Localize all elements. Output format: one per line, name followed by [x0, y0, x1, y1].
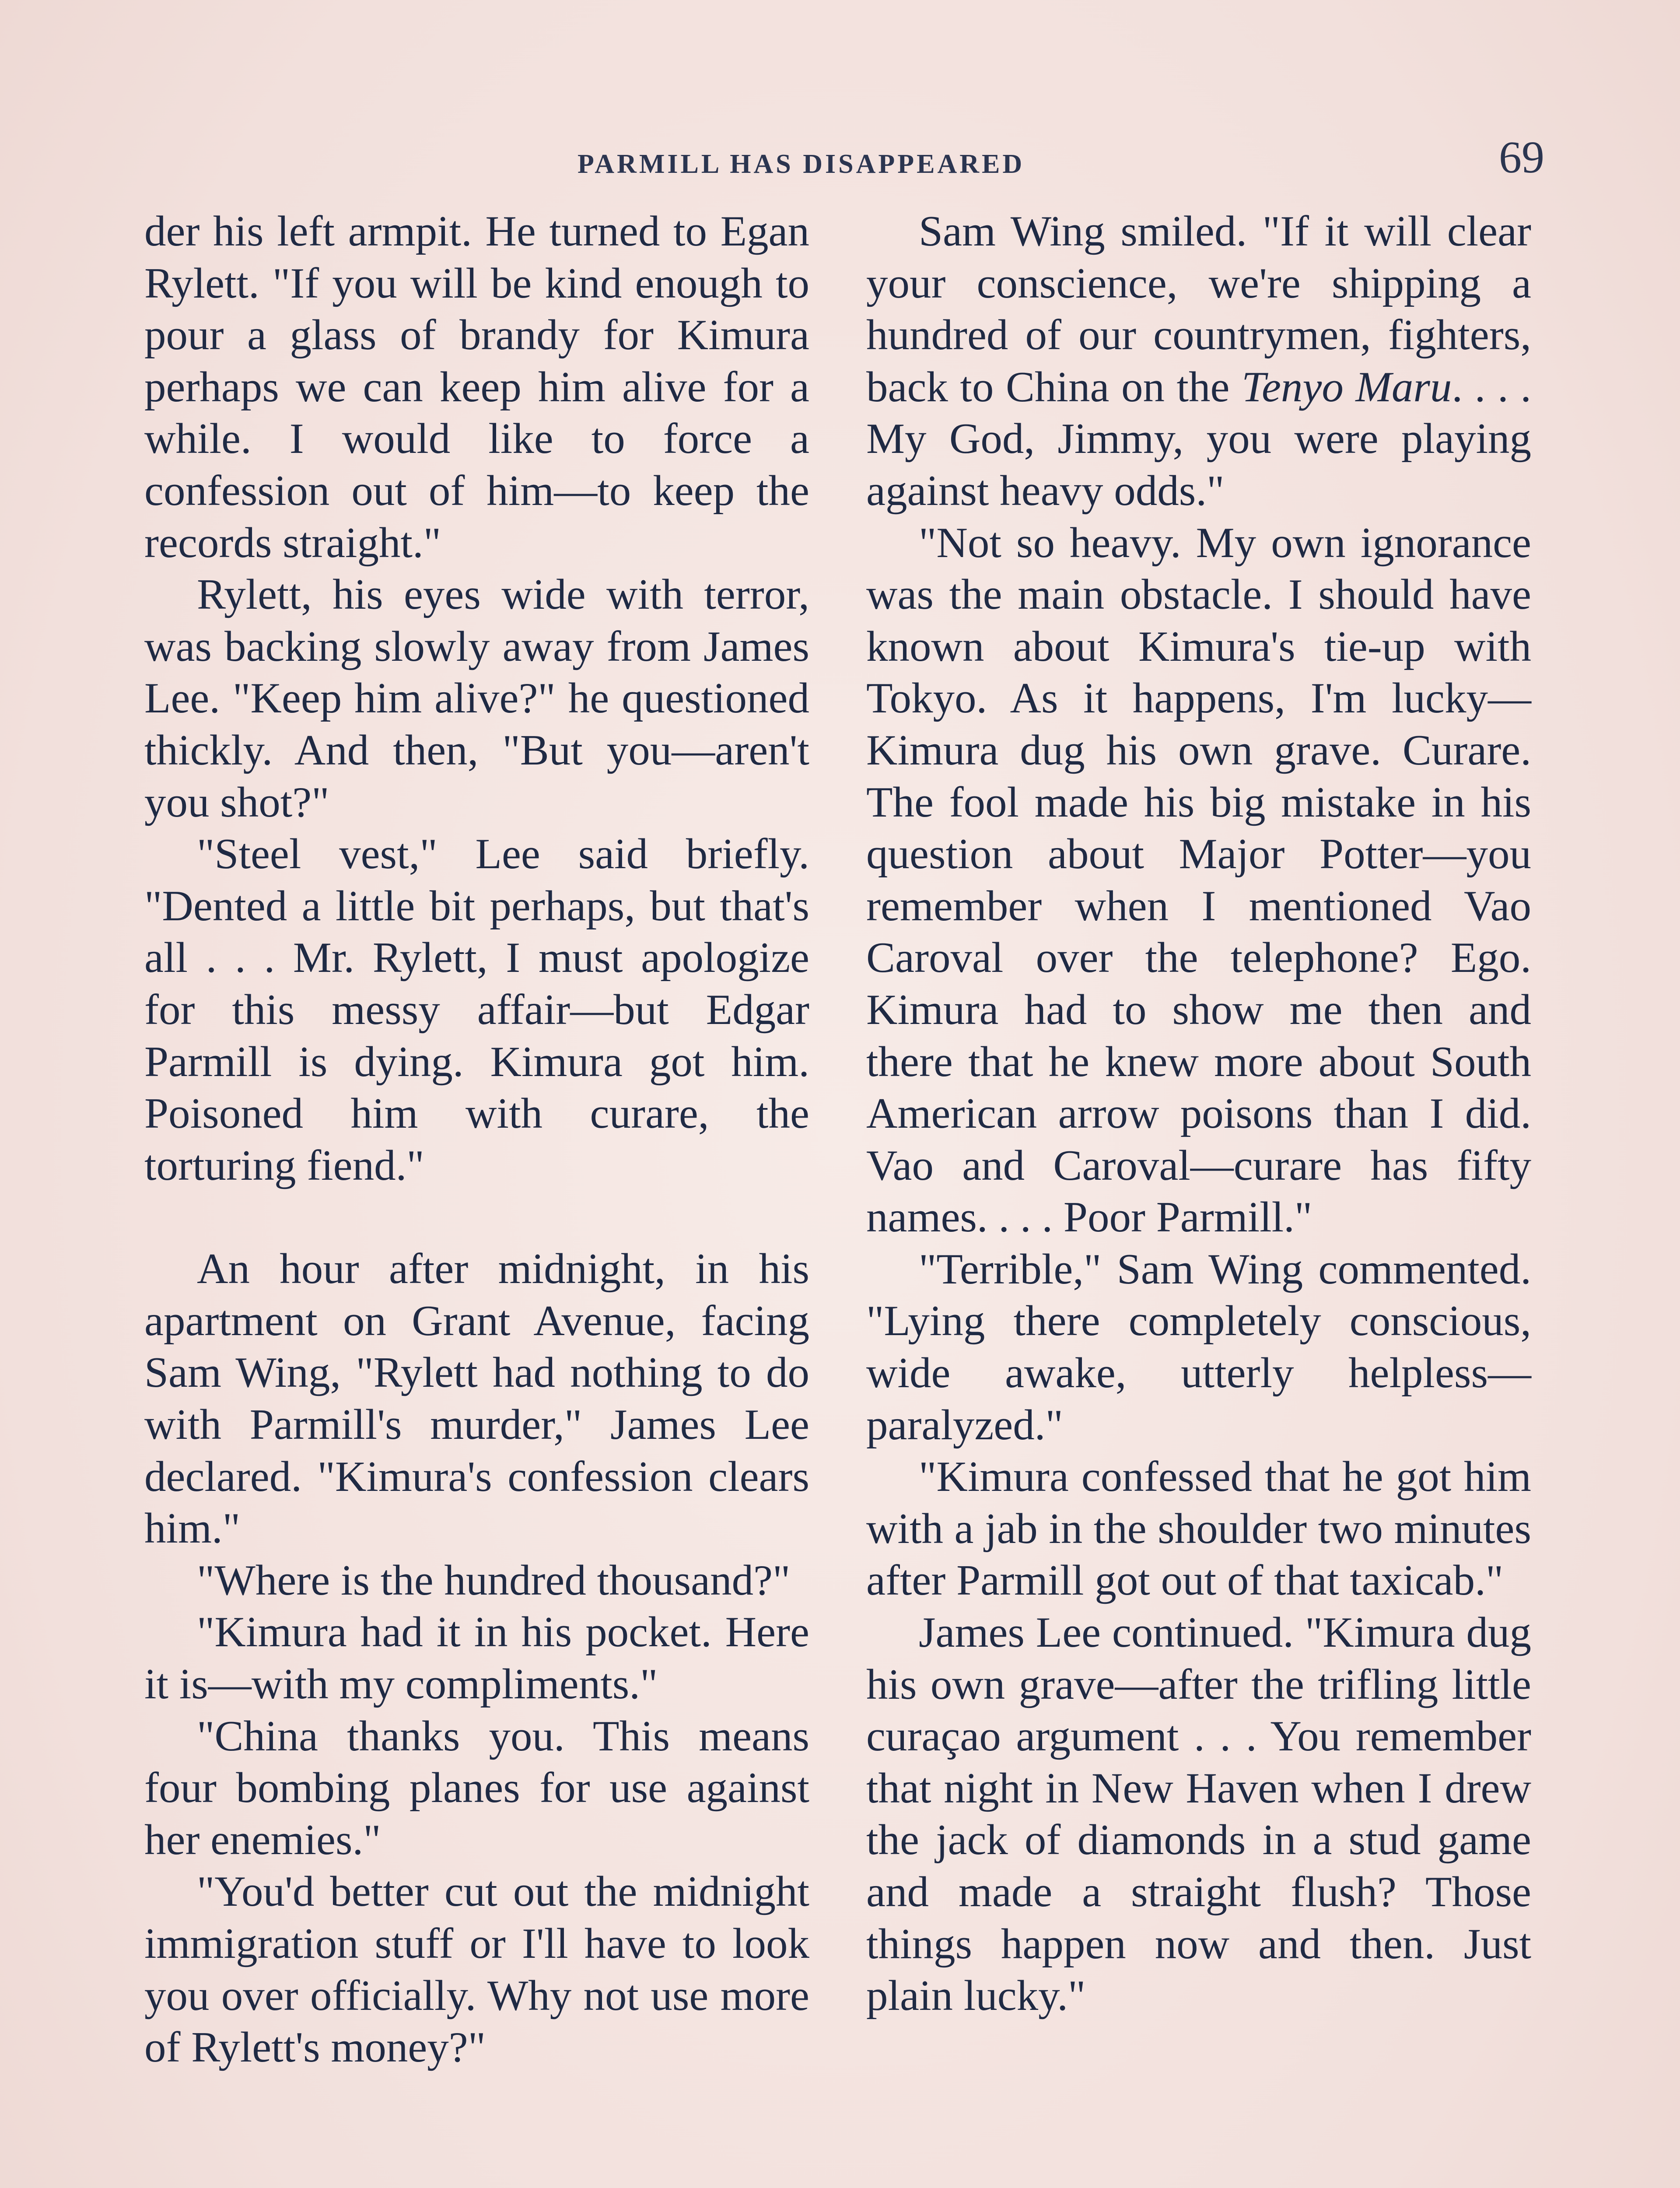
paragraph: der his left armpit. He turned to Egan Rylett. "If you will be kind enough to pour a glass of brandy for Kimura perhaps we can keep him alive for a while. I would like to force a confession out of him—to keep the records straight."	[144, 207, 809, 567]
paragraph: James Lee continued. "Kimura dug his own grave—after the trifling little curaçao argument . . . You remember that night in New Haven when I drew the jack of diamonds in a stud game and made a straight flush? Those things happen now and then. Just plain lucky."	[866, 1609, 1531, 2020]
paragraph: Rylett, his eyes wide with terror, was backing slowly away from James Lee. "Keep him alive?" he questioned thickly. And then, "But you—aren't you shot?"	[144, 571, 809, 826]
paragraph: "Kimura had it in his pocket. Here it is—with my compliments."	[144, 1608, 809, 1708]
text-span: Sam Wing smiled. "If it will clear your conscience, we're shipping a hundred of our countrymen, fighters, back to China on the	[866, 207, 1531, 411]
paragraph: "China thanks you. This means four bombing planes for use against her enemies."	[144, 1712, 809, 1864]
page-header	[144, 131, 1544, 197]
paragraph: "Steel vest," Lee said briefly. "Dented a little bit perhaps, but that's all . . . Mr. Rylett, I must apologize for this messy affair—but Edgar Parmill is dying. Kimura got him. Poisoned him with curare, the torturing fiend."	[144, 830, 809, 1189]
paragraph: An hour after midnight, in his apartment on Grant Avenue, facing Sam Wing, "Rylett had nothing to do with Parmill's murder," James Lee declared. "Kimura's confession clears him."	[144, 1245, 809, 1553]
paragraph: "Not so heavy. My own ignorance was the main obstacle. I should have known about Kimura's tie-up with Tokyo. As it happens, I'm lucky—Kimura dug his own grave. Curare. The fool made his big mistake in his question about Major Potter—you remember when I mentioned Vao Caroval over the telephone? Ego. Kimura had to show me then and there that he knew more about South American arrow poisons than I did. Vao and Caroval—curare has fifty names. . . . Poor Parmill."	[866, 519, 1531, 1241]
page-number: 69	[1499, 132, 1544, 182]
left-column	[144, 206, 809, 2074]
ship-name: Tenyo Maru	[1242, 363, 1452, 411]
paragraph: "Kimura confessed that he got him with a jab in the shoulder two minutes after Parmill got out of that taxicab."	[866, 1453, 1531, 1605]
paragraph: "Where is the hundred thousand?"	[197, 1556, 791, 1604]
right-column	[866, 206, 1531, 2022]
paragraph: "Terrible," Sam Wing commented. "Lying there completely conscious, wide awake, utterly helpless—paralyzed."	[866, 1245, 1531, 1449]
text-span: . . . . My God, Jimmy, you were playing against heavy odds."	[866, 363, 1532, 515]
running-head: PARMILL HAS DISAPPEARED	[578, 149, 1025, 179]
paragraph	[866, 206, 1531, 517]
paragraph: "You'd better cut out the midnight immigration stuff or I'll have to look you over officially. Why not use more of Rylett's money?"	[144, 1868, 809, 2072]
